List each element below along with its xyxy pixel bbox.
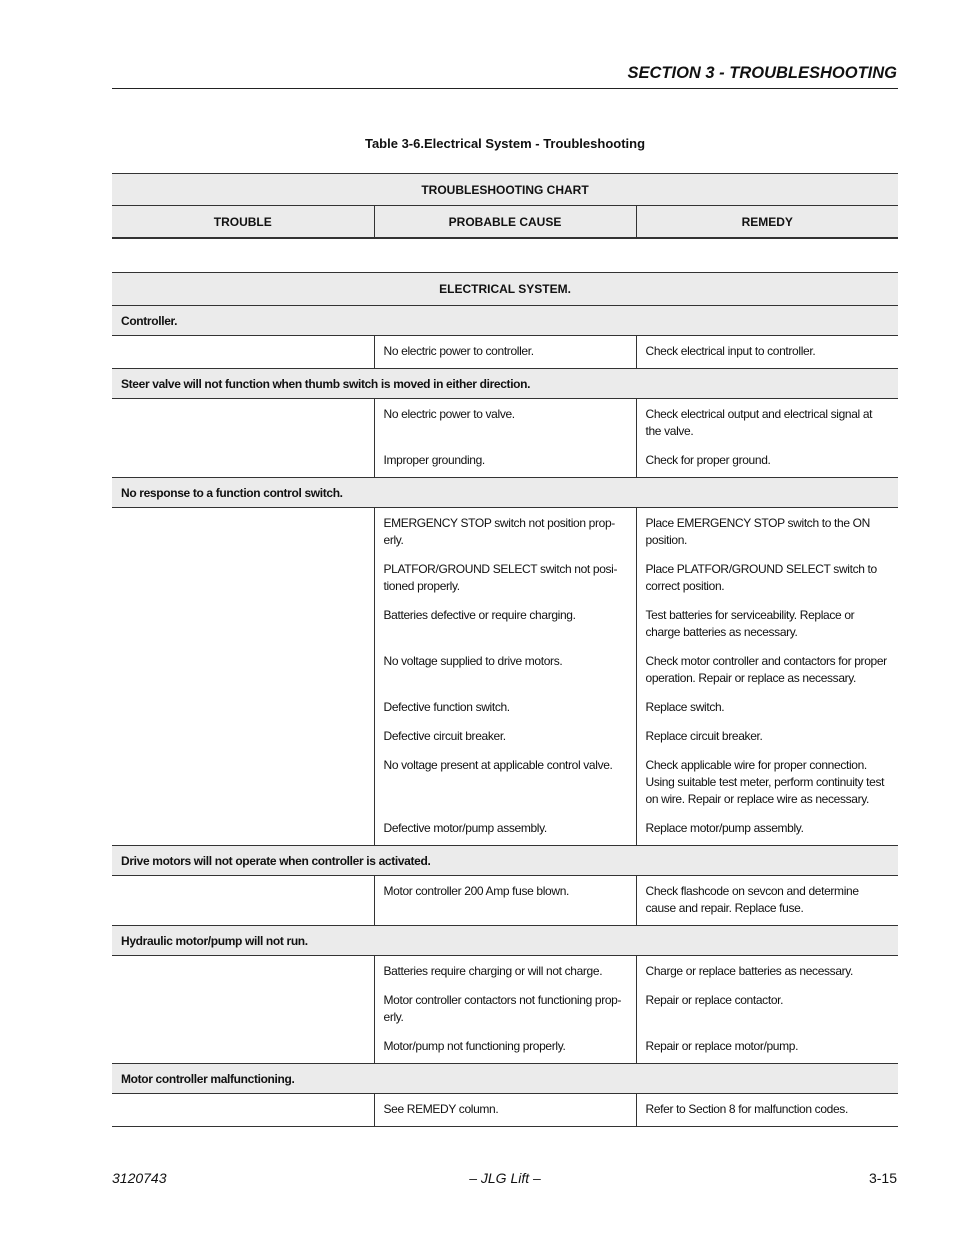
remedy-cell: Replace circuit breaker. (636, 722, 898, 751)
cause-remedy-row (112, 601, 898, 647)
trouble-cell-empty (112, 446, 374, 478)
cause-remedy-row (112, 399, 898, 447)
probable-cause-cell: PLATFOR/GROUND SELECT switch not posi-tioned properly. (374, 555, 636, 601)
divider-rule (112, 238, 898, 239)
cause-remedy-row (112, 814, 898, 846)
trouble-cell-empty (112, 956, 374, 987)
cause-remedy-row (112, 722, 898, 751)
probable-cause-cell: No electric power to valve. (374, 399, 636, 447)
trouble-cell-empty (112, 693, 374, 722)
trouble-cell-empty (112, 1094, 374, 1127)
chart-title: TROUBLESHOOTING CHART (112, 174, 898, 206)
troubleshooting-table (112, 272, 898, 1127)
trouble-cell-empty (112, 986, 374, 1032)
trouble-cell-empty (112, 1032, 374, 1064)
trouble-cell-empty (112, 555, 374, 601)
chart-header-table (112, 173, 898, 238)
probable-cause-cell: No electric power to controller. (374, 336, 636, 369)
probable-cause-cell: Motor controller 200 Amp fuse blown. (374, 876, 636, 926)
probable-cause-cell: Defective circuit breaker. (374, 722, 636, 751)
cause-remedy-row (112, 986, 898, 1032)
trouble-cell-empty (112, 508, 374, 556)
remedy-cell: Check motor controller and contactors for proper operation. Repair or replace as necessary. (636, 647, 898, 693)
trouble-cell-empty (112, 336, 374, 369)
probable-cause-cell: EMERGENCY STOP switch not position prop-erly. (374, 508, 636, 556)
trouble-group-row (112, 306, 898, 336)
remedy-cell: Check for proper ground. (636, 446, 898, 478)
cause-remedy-row (112, 555, 898, 601)
remedy-cell: Check electrical output and electrical signal at the valve. (636, 399, 898, 447)
header-rule (112, 88, 898, 89)
remedy-cell: Replace switch. (636, 693, 898, 722)
cause-remedy-row (112, 647, 898, 693)
trouble-cell-empty (112, 601, 374, 647)
trouble-group-row (112, 478, 898, 508)
cause-remedy-row (112, 336, 898, 369)
remedy-cell: Refer to Section 8 for malfunction codes. (636, 1094, 898, 1127)
probable-cause-cell: Batteries require charging or will not charge. (374, 956, 636, 987)
column-header-probable-cause: PROBABLE CAUSE (374, 206, 636, 238)
column-header-trouble: TROUBLE (112, 206, 374, 238)
trouble-group-row (112, 926, 898, 956)
page-number: 3-15 (868, 1170, 897, 1186)
probable-cause-cell: Defective motor/pump assembly. (374, 814, 636, 846)
remedy-cell: Repair or replace motor/pump. (636, 1032, 898, 1064)
cause-remedy-row (112, 446, 898, 478)
probable-cause-cell: Motor/pump not functioning properly. (374, 1032, 636, 1064)
cause-remedy-row (112, 693, 898, 722)
trouble-cell-empty (112, 722, 374, 751)
remedy-cell: Replace motor/pump assembly. (636, 814, 898, 846)
probable-cause-cell: Defective function switch. (374, 693, 636, 722)
cause-remedy-row (112, 1032, 898, 1064)
cause-remedy-row (112, 876, 898, 926)
cause-remedy-row (112, 1094, 898, 1127)
trouble-description: Steer valve will not function when thumb switch is moved in either direction. (112, 369, 898, 399)
trouble-group-row (112, 1064, 898, 1094)
remedy-cell: Test batteries for serviceability. Replace or charge batteries as necessary. (636, 601, 898, 647)
trouble-group-row (112, 369, 898, 399)
trouble-cell-empty (112, 647, 374, 693)
probable-cause-cell: No voltage present at applicable control valve. (374, 751, 636, 814)
table-caption: Table 3-6.Electrical System - Troubleshooting (364, 136, 646, 151)
trouble-description: Controller. (112, 306, 898, 336)
table-title: ELECTRICAL SYSTEM. (112, 273, 898, 306)
section-title: SECTION 3 - TROUBLESHOOTING (627, 64, 897, 82)
column-header-remedy: REMEDY (636, 206, 898, 238)
trouble-group-row (112, 846, 898, 876)
probable-cause-cell: Motor controller contactors not functioning prop-erly. (374, 986, 636, 1032)
remedy-cell: Check applicable wire for proper connection. Using suitable test meter, perform continuity test on wire. Repair or replace wire as necessary. (636, 751, 898, 814)
trouble-cell-empty (112, 399, 374, 447)
probable-cause-cell: No voltage supplied to drive motors. (374, 647, 636, 693)
document-number: 3120743 (112, 1170, 167, 1186)
trouble-description: Drive motors will not operate when controller is activated. (112, 846, 898, 876)
probable-cause-cell: See REMEDY column. (374, 1094, 636, 1127)
remedy-cell: Repair or replace contactor. (636, 986, 898, 1032)
trouble-cell-empty (112, 751, 374, 814)
remedy-cell: Place EMERGENCY STOP switch to the ON position. (636, 508, 898, 556)
publisher-name: – JLG Lift – (469, 1170, 541, 1186)
cause-remedy-row (112, 751, 898, 814)
trouble-description: Motor controller malfunctioning. (112, 1064, 898, 1094)
probable-cause-cell: Improper grounding. (374, 446, 636, 478)
trouble-cell-empty (112, 814, 374, 846)
remedy-cell: Place PLATFOR/GROUND SELECT switch to correct position. (636, 555, 898, 601)
remedy-cell: Charge or replace batteries as necessary. (636, 956, 898, 987)
trouble-description: Hydraulic motor/pump will not run. (112, 926, 898, 956)
trouble-cell-empty (112, 876, 374, 926)
remedy-cell: Check electrical input to controller. (636, 336, 898, 369)
cause-remedy-row (112, 956, 898, 987)
probable-cause-cell: Batteries defective or require charging. (374, 601, 636, 647)
remedy-cell: Check flashcode on sevcon and determine cause and repair. Replace fuse. (636, 876, 898, 926)
trouble-description: No response to a function control switch. (112, 478, 898, 508)
cause-remedy-row (112, 508, 898, 556)
